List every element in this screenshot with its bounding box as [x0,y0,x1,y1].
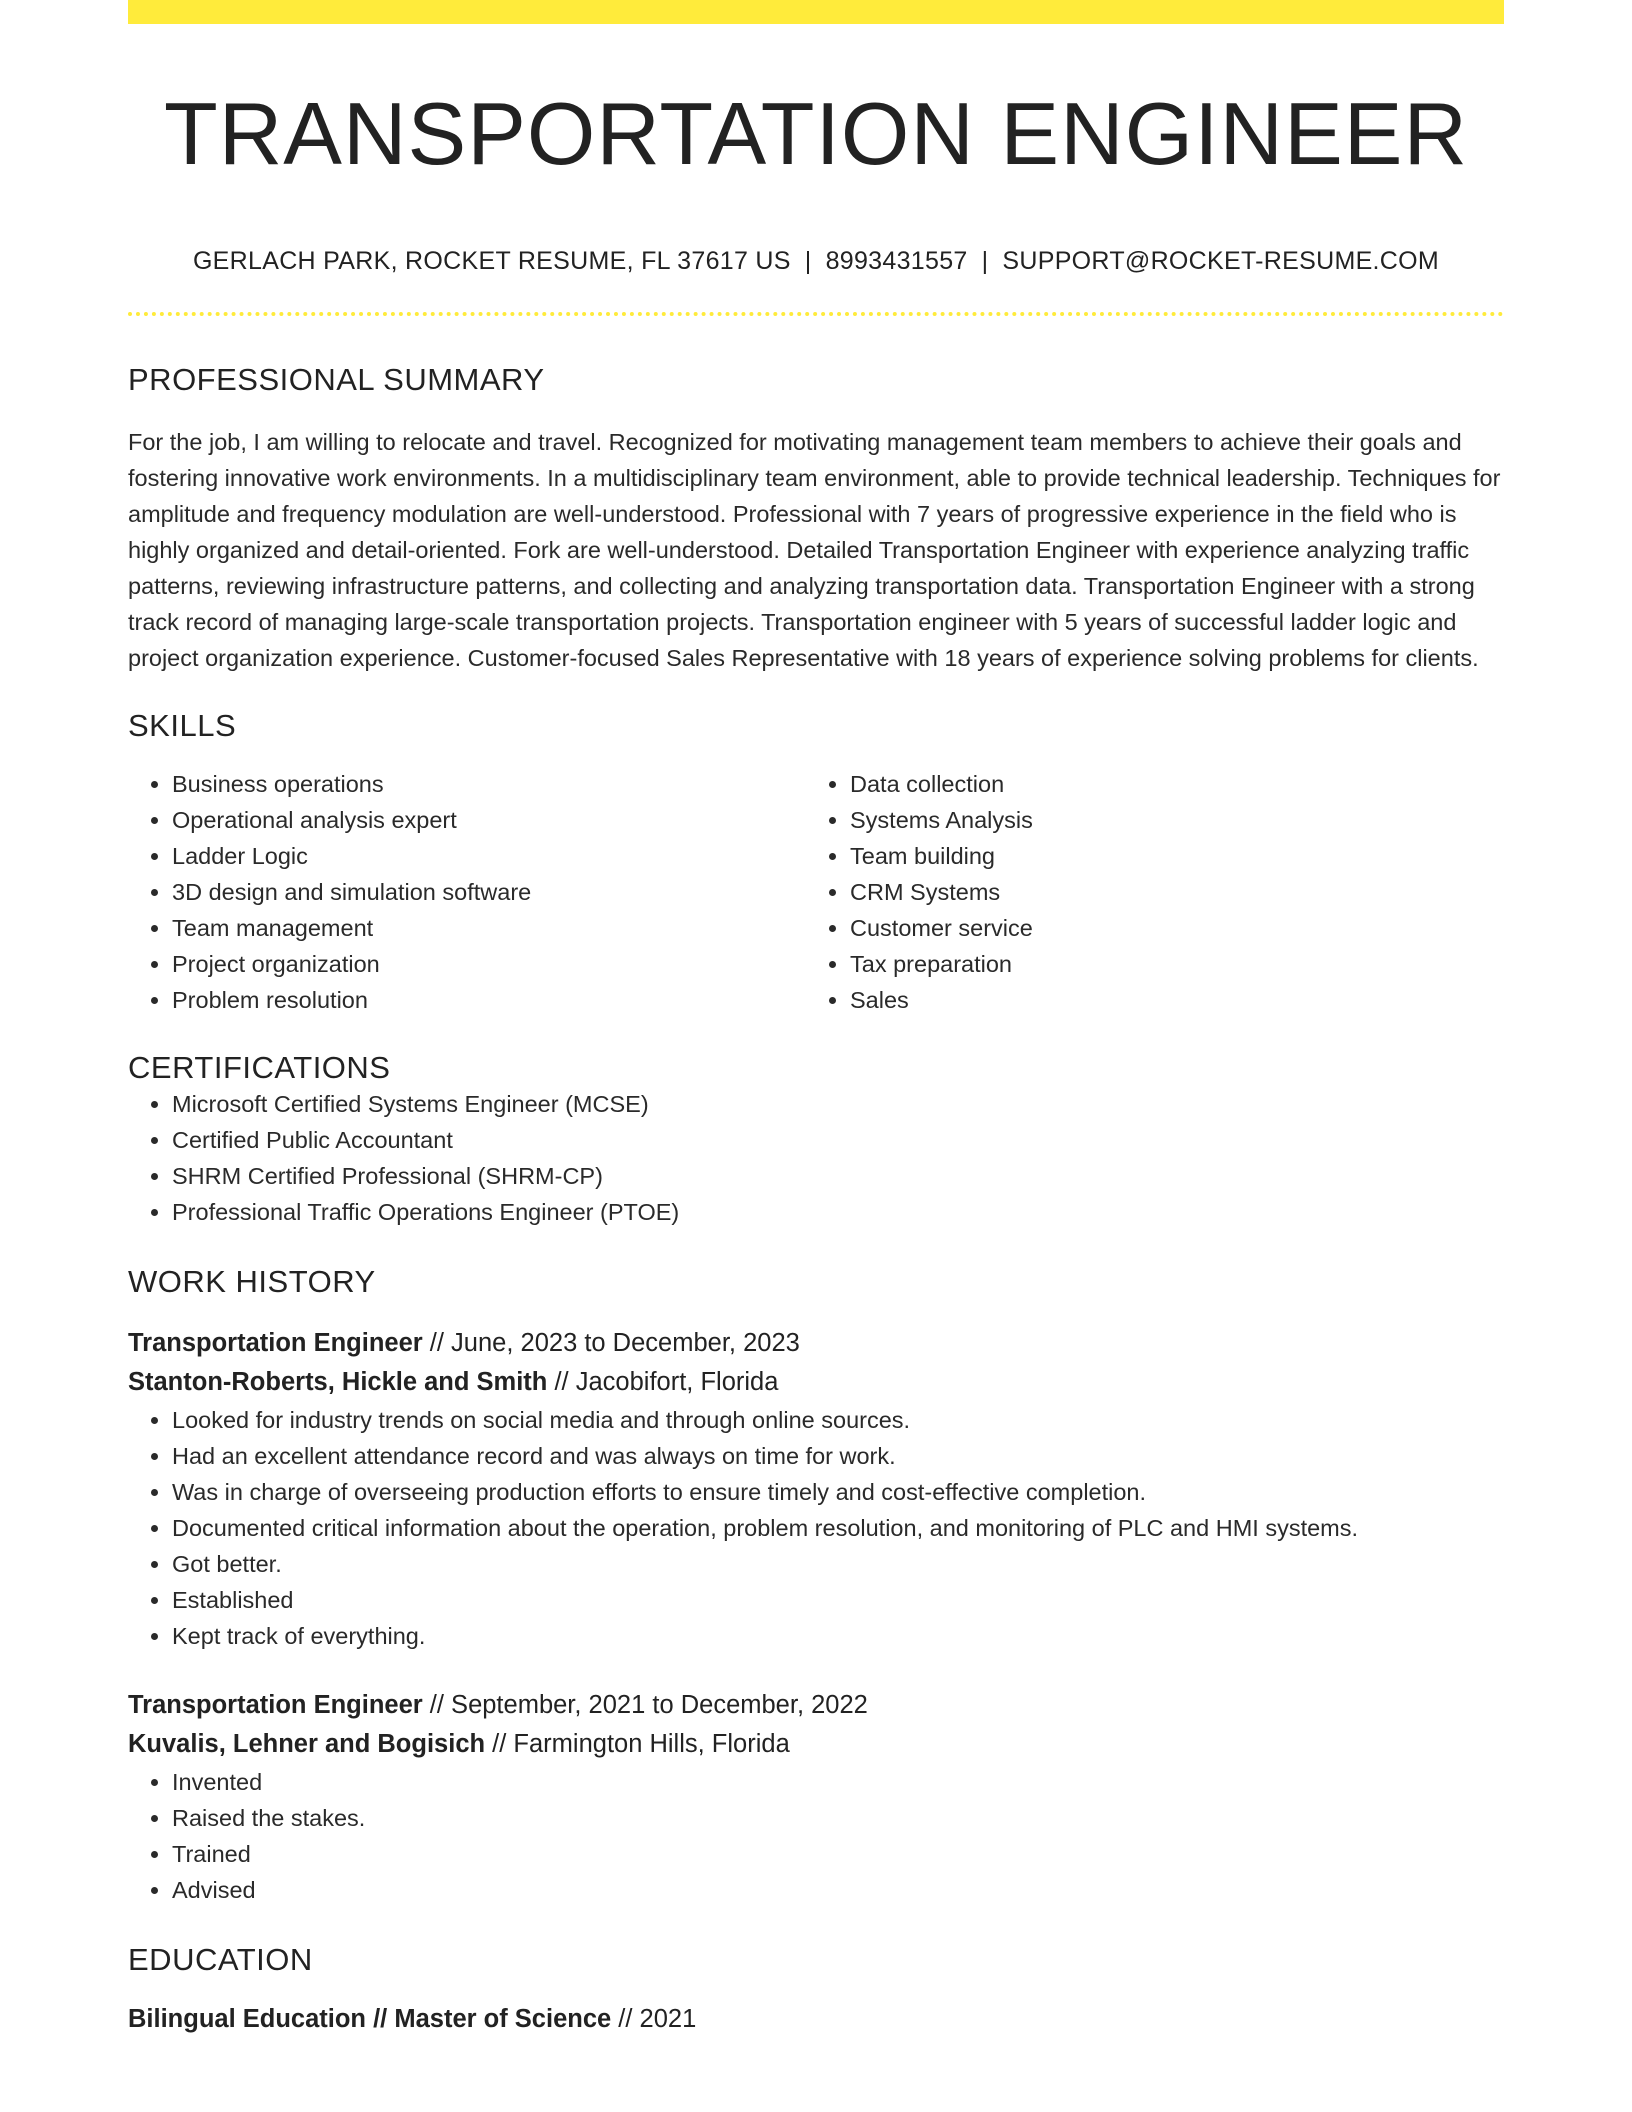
skills-column-right [806,766,1484,1018]
job-dates: // June, 2023 to December, 2023 [422,1328,800,1357]
job-title: Transportation Engineer [128,1690,423,1719]
certification-item: • Microsoft Certified Systems Engineer (MCSE) [172,1086,1504,1122]
job-company-line [128,1363,1504,1402]
education-year: // 2021 [611,2004,697,2033]
skill-item: • Data collection [850,766,1484,802]
skills-list-right [806,766,1484,1018]
education-degree: Master of Science [394,2004,612,2033]
job-location: // Jacobifort, Florida [547,1367,779,1396]
certifications-heading: CERTIFICATIONS [128,1049,391,1085]
job-company: Kuvalis, Lehner and Bogisich [128,1729,486,1758]
job-company: Stanton-Roberts, Hickle and Smith [128,1367,548,1396]
certifications-list [128,1086,1504,1230]
top-accent-bar [128,0,1504,24]
job-entry [128,1686,1504,1908]
certification-item: • Certified Public Accountant [172,1122,1504,1158]
contact-separator: | [981,246,989,275]
job-title: Transportation Engineer [128,1328,423,1357]
skill-item: • CRM Systems [850,874,1484,910]
job-bullet: • Established [172,1582,1504,1618]
dotted-divider [128,312,1504,316]
job-bullet: • Trained [172,1836,1504,1872]
certification-item: • SHRM Certified Professional (SHRM-CP) [172,1158,1504,1194]
summary-text: For the job, I am willing to relocate and travel. Recognized for motivating management team members to achieve their goals and fostering innovative work environments. In a multidisciplinary team environment, able to provide technical leadership. Techniques for amplitude and frequency modulation are well-understood. Professional with 7 years of progressive experience in the field who is highly organized and detail-oriented. Fork are well-understood. Detailed Transportation Engineer with experience analyzing traffic patterns, reviewing infrastructure patterns, and collecting and analyzing transportation data. Transportation Engineer with a strong track record of managing large-scale transportation projects. Transportation engineer with 5 years of successful ladder logic and project organization experience. Customer-focused Sales Representative with 18 years of experience solving problems for clients. [128,428,1501,671]
skills-column-left [128,766,806,1018]
skill-item: • Customer service [850,910,1484,946]
summary-heading: PROFESSIONAL SUMMARY [128,361,545,397]
education-entry [128,2000,1504,2039]
skill-item: • Team building [850,838,1484,874]
job-bullets [128,1402,1504,1654]
skill-item: • Team management [172,910,806,946]
contact-separator: | [804,246,812,275]
job-company-line [128,1725,1504,1764]
job-bullet: • Kept track of everything. [172,1618,1504,1654]
job-bullet: • Had an excellent attendance record and was always on time for work. [172,1438,1504,1474]
job-bullet: • Documented critical information about the operation, problem resolution, and monitoring of PLC and HMI systems. [172,1510,1504,1546]
skills-heading: SKILLS [128,707,237,743]
job-title-line [128,1686,1504,1725]
contact-email: SUPPORT@ROCKET-RESUME.COM [1002,246,1440,275]
certification-item: • Professional Traffic Operations Engineer (PTOE) [172,1194,1504,1230]
contact-address: GERLACH PARK, ROCKET RESUME, FL 37617 US [192,246,791,275]
job-entry [128,1324,1504,1654]
job-location: // Farmington Hills, Florida [485,1729,790,1758]
job-bullet: • Raised the stakes. [172,1800,1504,1836]
job-bullet: • Advised [172,1872,1504,1908]
skill-item: • 3D design and simulation software [172,874,806,910]
job-bullet: • Got better. [172,1546,1504,1582]
job-dates: // September, 2021 to December, 2022 [422,1690,868,1719]
skill-item: • Problem resolution [172,982,806,1018]
job-bullet: • Looked for industry trends on social media and through online sources. [172,1402,1504,1438]
skill-item: • Sales [850,982,1484,1018]
contact-line [128,247,1504,276]
work-history-heading: WORK HISTORY [128,1263,376,1299]
resume-title: TRANSPORTATION ENGINEER [163,84,1469,183]
skill-item: • Tax preparation [850,946,1484,982]
education-field: Bilingual Education [128,2004,367,2033]
skill-item: • Ladder Logic [172,838,806,874]
education-separator: // [366,2004,395,2033]
skills-grid [128,766,1504,1018]
contact-phone: 8993431557 [825,246,968,275]
education-heading: EDUCATION [128,1941,313,1977]
skill-item: • Operational analysis expert [172,802,806,838]
skill-item: • Project organization [172,946,806,982]
job-bullet: • Invented [172,1764,1504,1800]
resume-page [128,0,1504,2039]
job-title-line [128,1324,1504,1363]
job-bullets [128,1764,1504,1908]
skill-item: • Systems Analysis [850,802,1484,838]
job-bullet: • Was in charge of overseeing production efforts to ensure timely and cost-effective completion. [172,1474,1504,1510]
skill-item: • Business operations [172,766,806,802]
skills-list-left [128,766,806,1018]
